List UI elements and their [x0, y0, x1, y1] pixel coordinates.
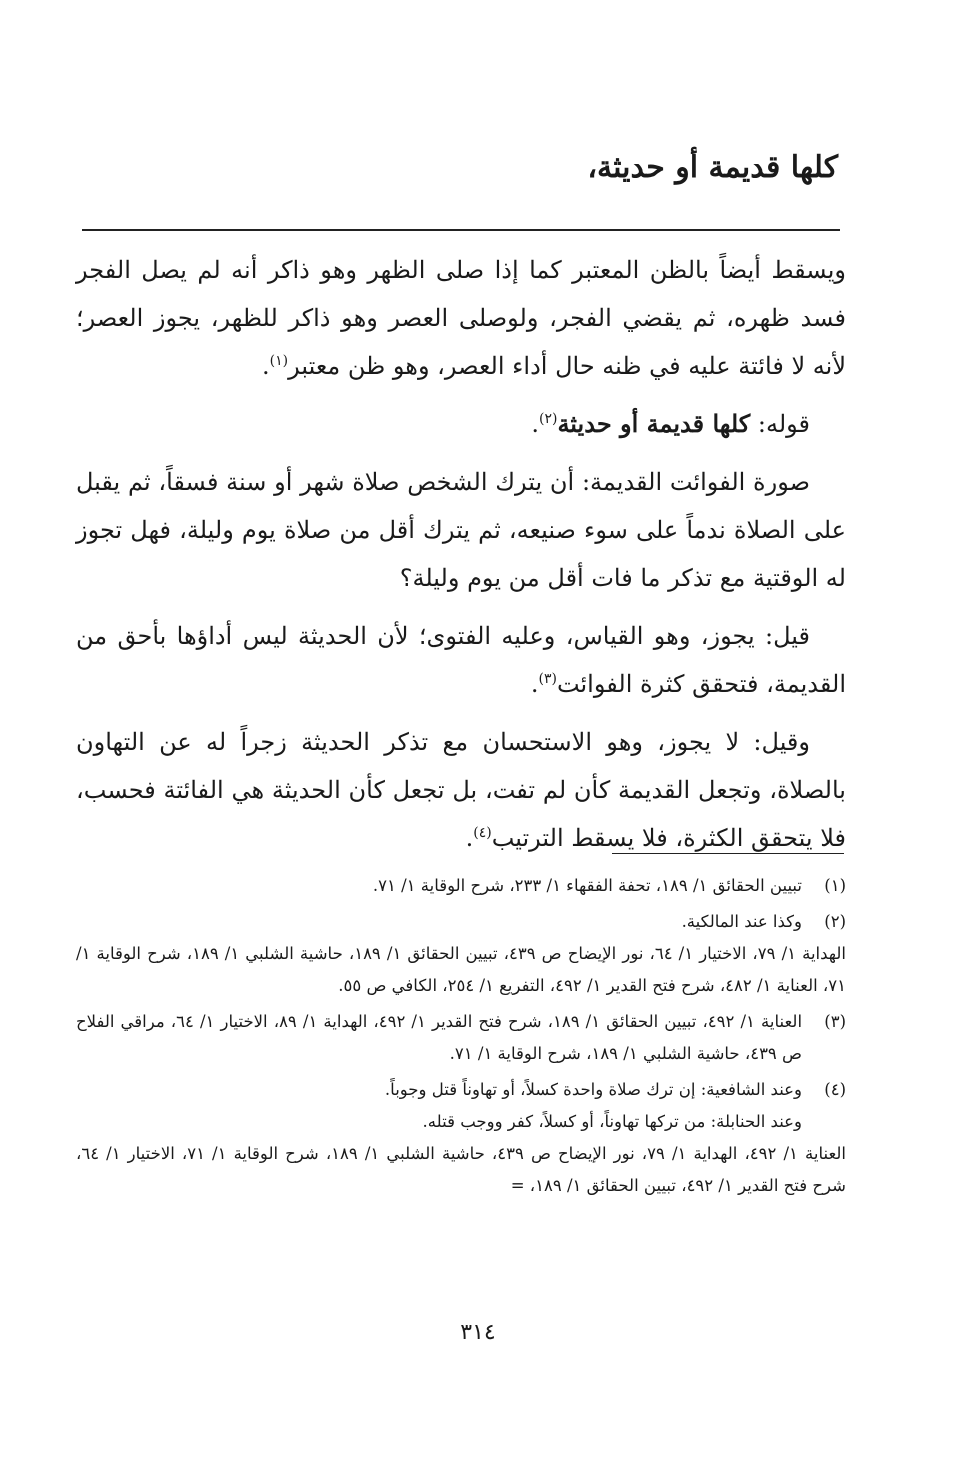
paragraph-text: ويسقط أيضاً بالظن المعتبر كما إذا صلى الظهر وهو ذاكر أنه لم يصل الفجر فسد ظهره، ثم يقضي الفجر، ولوصلى العصر وهو ذاكر للظهر، يجوز العصر؛ لأنه لا فائتة عليه في ظنه حال أداء العصر، وهو ظن معتبر [76, 256, 846, 380]
paragraph-end: . [261, 352, 270, 380]
footnote-number: (١) [824, 876, 846, 895]
paragraph-4 [76, 612, 846, 708]
footnote-number: (٤) [824, 1080, 846, 1099]
footnote-2 [76, 906, 846, 1002]
quoted-phrase: كلها قديمة أو حديثة [557, 409, 751, 438]
paragraph-end: . [465, 824, 474, 852]
main-text [76, 246, 846, 872]
paragraph-text: قيل: يجوز، وهو القياس، وعليه الفتوى؛ لأن الحديثة ليس أداؤها بأحق من القديمة، فتحقق كثرة الفوائت [76, 622, 846, 698]
footnote-body [76, 870, 802, 902]
footnote-marker: (٢) [538, 411, 558, 427]
paragraph-1 [76, 246, 846, 390]
footnote-4 [76, 1074, 846, 1202]
footnote-line: وعند الشافعية: إن ترك صلاة واحدة كسلاً، أو تهاوناً قتل وجوباً. [384, 1080, 802, 1099]
footnote-number: (٢) [824, 912, 846, 931]
footnote-line: الهداية ١/ ٧٩، الاختيار ١/ ٦٤، نور الإيضاح ص ٤٣٩، تبيين الحقائق ١/ ١٨٩، حاشية الشلبي ١/ ١٨٩، شرح الوقاية ١/ ٧١، العناية ١/ ٤٨٢، شرح فتح القدير ١/ ٤٩٢، التفريع ١/ ٢٥٤، الكافي ص ٥٥. [76, 944, 846, 995]
footnote-body [76, 906, 846, 1002]
footnote-marker: (٤) [473, 825, 492, 841]
footnote-marker: (١) [269, 353, 289, 369]
footnote-line: وعند الحنابلة: من تركها تهاوناً، أو كسلاً، كفر ووجب قتله. [422, 1112, 802, 1131]
footnotes [76, 870, 846, 1206]
paragraph-text: وقيل: لا يجوز، وهو الاستحسان مع تذكر الحديثة زجراً له عن التهاون بالصلاة، وتجعل القديمة كأن لم تفت، بل تجعل كأن الحديثة هي الفائتة فحسب، فلا يتحقق الكثرة، فلا يسقط الترتيب [76, 728, 846, 852]
paragraph-text: صورة الفوائت القديمة: أن يترك الشخص صلاة شهر أو سنة فسقاً، ثم يقبل على الصلاة ندماً على سوء صنيعه، ثم يترك أقل من صلاة يوم وليلة، فهل تجوز له الوقتية مع تذكر ما فات أقل من يوم وليلة؟ [76, 468, 846, 592]
paragraph-2 [76, 400, 846, 448]
paragraph-end: . [530, 670, 539, 698]
footnote-line: العناية ١/ ٤٩٢، تبيين الحقائق ١/ ١٨٩، شرح فتح القدير ١/ ٤٩٢، الهداية ١/ ٨٩، الاختيار ١/ ٦٤، مراقي الفلاح ص ٤٣٩، حاشية الشلبي ١/ ١٨٩، شرح الوقاية ١/ ٧١. [76, 1012, 803, 1063]
footnote-line: العناية ١/ ٤٩٢، الهداية ١/ ٧٩، نور الإيضاح ص ٤٣٩، حاشية الشلبي ١/ ١٨٩، شرح الوقاية ١/ ٧١، الاختيار ١/ ٦٤، شرح فتح القدير ١/ ٤٩٢، تبيين الحقائق ١/ ١٨٩، = [76, 1144, 847, 1195]
page-number: ٣١٤ [460, 1320, 496, 1345]
footnote-marker: (٣) [538, 671, 557, 687]
paragraph-lead: قوله: [750, 410, 810, 438]
footnote-rule [612, 853, 844, 854]
footnote-body [76, 1006, 802, 1070]
footnote-body [76, 1074, 847, 1202]
footnote-line: وكذا عند المالكية. [681, 912, 802, 931]
header-rule [82, 229, 840, 231]
footnote-1 [76, 870, 846, 902]
running-head: كلها قديمة أو حديثة، [587, 150, 838, 185]
footnote-line: تبيين الحقائق ١/ ١٨٩، تحفة الفقهاء ١/ ٢٣٣، شرح الوقاية ١/ ٧١. [372, 876, 802, 895]
footnote-3 [76, 1006, 846, 1070]
paragraph-5 [76, 718, 846, 862]
paragraph-end: . [531, 410, 539, 438]
footnote-number: (٣) [824, 1012, 846, 1031]
paragraph-3 [76, 458, 846, 602]
